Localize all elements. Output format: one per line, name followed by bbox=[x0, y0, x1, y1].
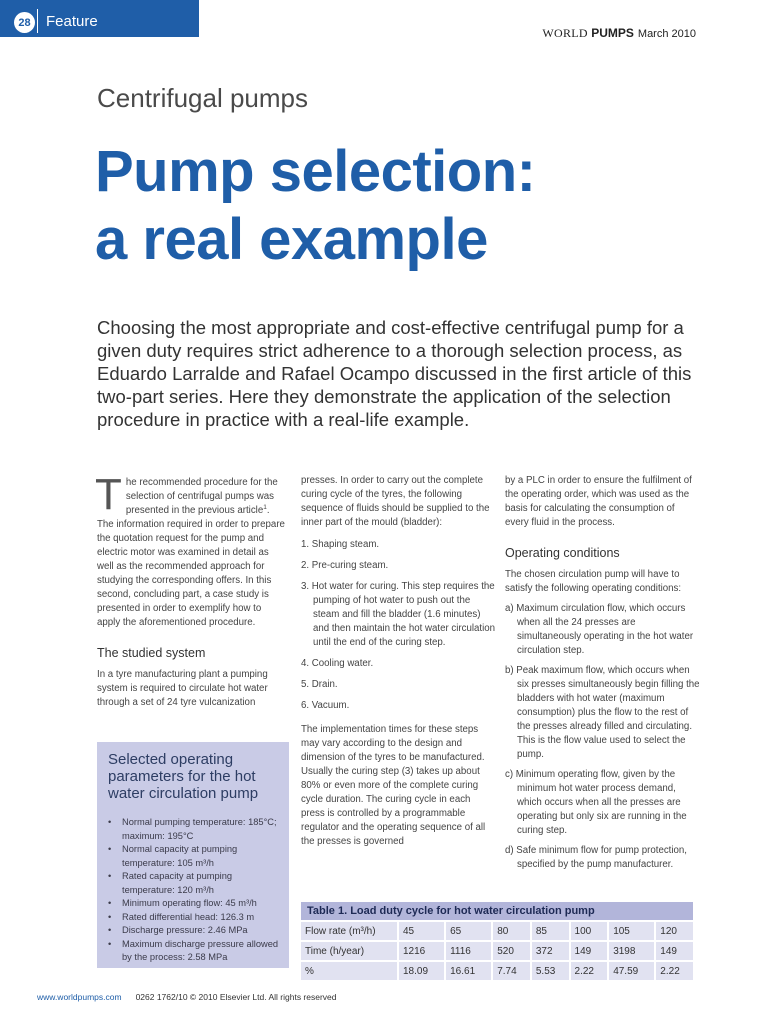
article-kicker: Centrifugal pumps bbox=[97, 83, 308, 113]
table-cell: 149 bbox=[654, 940, 693, 960]
intro-text-b: . The information required in order to prepare the quotation request for the pump and electric motor was examined in detail as well as the recommended approach for studying the corresponding offers. In this second, concluding part, a case study is presented in order to exemplify how to apply the aforementioned procedure. bbox=[97, 505, 285, 628]
sidebar-item: • Discharge pressure: 2.46 MPa bbox=[108, 924, 284, 938]
sidebar-item: • Maximum discharge pressure allowed by the process: 2.58 MPa bbox=[108, 938, 279, 962]
table-cell: 80 bbox=[491, 920, 530, 940]
website-link[interactable]: www.worldpumps.com bbox=[37, 992, 122, 1002]
page-number: 28 bbox=[14, 12, 35, 33]
curing-step: 5. Drain. bbox=[301, 679, 338, 690]
subheading-studied-system: The studied system bbox=[97, 646, 206, 660]
publication-name-world: WORLD bbox=[542, 26, 588, 40]
drop-cap: T bbox=[95, 470, 122, 519]
section-label: Feature bbox=[46, 13, 98, 30]
tab-divider bbox=[37, 9, 38, 33]
condition-item: b) Peak maximum flow, which occurs when six presses simultaneously begin filling the bladders with hot water (maximum consumption) plus the flow to the rest of the presses already filled and circulating. This is the flow value used to select the pump. bbox=[505, 665, 700, 760]
article-title-line-2: a real example bbox=[95, 207, 488, 272]
subheading-operating-conditions: Operating conditions bbox=[505, 546, 620, 560]
table-cell: 2.22 bbox=[654, 960, 693, 980]
condition-item: d) Safe minimum flow for pump protection, specified by the pump manufacturer. bbox=[505, 845, 687, 870]
system-paragraph: In a tyre manufacturing plant a pumping system is required to circulate hot water through a set of 24 tyre vulcanization bbox=[97, 669, 268, 708]
table-cell: 65 bbox=[444, 920, 491, 940]
issue-date: March 2010 bbox=[637, 28, 696, 40]
duty-cycle-table bbox=[301, 902, 693, 980]
reference-mark: 1 bbox=[263, 503, 267, 511]
article-standfirst: Choosing the most appropriate and cost-effective centrifugal pump for a given duty requires strict adherence to a thorough selection process, as Eduardo Larralde and Rafael Ocampo discussed in the first article of this two-part series. Here they demonstrate the application of the selection procedure in practice with a real-life example. bbox=[97, 317, 692, 430]
conditions-intro: The chosen circulation pump will have to satisfy the following operating conditions: bbox=[505, 569, 682, 594]
curing-step: 4. Cooling water. bbox=[301, 658, 374, 669]
curing-steps-list bbox=[301, 538, 496, 713]
table-cell: 520 bbox=[491, 940, 530, 960]
publication-masthead bbox=[542, 26, 696, 41]
bullet-icon: • bbox=[108, 871, 112, 881]
table-cell: % bbox=[301, 960, 397, 980]
table-cell: 1116 bbox=[444, 940, 491, 960]
condition-item: c) Minimum operating flow, given by the minimum hot water process demand, which occurs when all the presses are operating but only six are running in the curing step. bbox=[505, 769, 687, 836]
intro-text-a: he recommended procedure for the selection of centrifugal pumps was presented in the previous article bbox=[125, 477, 278, 516]
conditions-list bbox=[505, 602, 700, 872]
curing-intro: presses. In order to carry out the complete curing cycle of the tyres, the following sequence of fluids should be supplied to the inner part of the mould (bladder): bbox=[301, 475, 490, 528]
bullet-icon: • bbox=[108, 817, 112, 827]
table-row bbox=[301, 960, 693, 980]
sidebar-title: Selected operating parameters for the hot water circulation pump bbox=[108, 751, 259, 802]
table-cell: 16.61 bbox=[444, 960, 491, 980]
table-cell: 5.53 bbox=[530, 960, 569, 980]
bullet-icon: • bbox=[108, 844, 112, 854]
table-grid bbox=[301, 920, 693, 980]
table-cell: 7.74 bbox=[491, 960, 530, 980]
column-3 bbox=[505, 474, 700, 878]
table-title: Table 1. Load duty cycle for hot water circulation pump bbox=[301, 902, 693, 920]
curing-step: 2. Pre-curing steam. bbox=[301, 560, 389, 571]
bullet-icon: • bbox=[108, 911, 112, 922]
article-title bbox=[95, 138, 535, 274]
table-cell: 149 bbox=[569, 940, 608, 960]
sidebar-list bbox=[108, 816, 284, 965]
intro-paragraph bbox=[95, 470, 287, 630]
table-cell: 47.59 bbox=[607, 960, 654, 980]
curing-step: 1. Shaping steam. bbox=[301, 539, 380, 550]
curing-step: 3. Hot water for curing. This step requires the pumping of hot water to push out the steam and fill the bladder (1.6 minutes) and then maintain the hot water circulation until the end of the curing step. bbox=[301, 581, 496, 648]
table-cell: 45 bbox=[397, 920, 444, 940]
column-1 bbox=[95, 470, 287, 710]
table-row bbox=[301, 920, 693, 940]
sidebar-item: • Rated capacity at pumping temperature: 120 m³/h bbox=[108, 871, 233, 895]
table-cell: 372 bbox=[530, 940, 569, 960]
table-row bbox=[301, 940, 693, 960]
bullet-icon: • bbox=[108, 898, 112, 908]
sidebar-item: • Normal capacity at pumping temperature: 105 m³/h bbox=[108, 844, 238, 868]
publication-name bbox=[542, 26, 634, 40]
curing-step: 6. Vacuum. bbox=[301, 700, 350, 711]
table-cell: 3198 bbox=[607, 940, 654, 960]
table-cell: 85 bbox=[530, 920, 569, 940]
table-cell: 100 bbox=[569, 920, 608, 940]
sidebar-item: • Rated differential head: 126.3 m bbox=[108, 911, 284, 925]
table-cell: 1216 bbox=[397, 940, 444, 960]
table-cell: 2.22 bbox=[569, 960, 608, 980]
table-cell: Flow rate (m³/h) bbox=[301, 920, 397, 940]
table-cell: 18.09 bbox=[397, 960, 444, 980]
page-footer bbox=[37, 992, 337, 1002]
sidebar-item: • Normal pumping temperature: 185°C; maximum: 195°C bbox=[108, 817, 277, 841]
condition-item: a) Maximum circulation flow, which occurs when all the 24 presses are simultaneously operating in the hot water circulation step. bbox=[505, 603, 694, 656]
parameters-sidebar bbox=[97, 742, 289, 968]
bullet-icon: • bbox=[108, 938, 112, 949]
column-2 bbox=[301, 474, 496, 849]
table-cell: 105 bbox=[607, 920, 654, 940]
table-cell: Time (h/year) bbox=[301, 940, 397, 960]
bullet-icon: • bbox=[108, 925, 112, 935]
copyright-notice: 0262 1762/10 © 2010 Elsevier Ltd. All rights reserved bbox=[135, 992, 337, 1002]
timing-paragraph: The implementation times for these steps may vary according to the design and dimension of the tyres to be manufactured. Usually the curing step (3) takes up about 80% or even more of the complete curing cycle duration. The curing cycle in each press is controlled by a programmable regulator and the operating sequence of all the presses is governed bbox=[301, 724, 486, 847]
plc-paragraph: by a PLC in order to ensure the fulfilment of the operating order, which was used as the basis for calculating the consumption of every fluid in the process. bbox=[505, 475, 692, 528]
table-cell: 120 bbox=[654, 920, 693, 940]
publication-name-pumps: PUMPS bbox=[591, 26, 634, 40]
sidebar-item: • Minimum operating flow: 45 m³/h bbox=[108, 897, 284, 911]
article-title-line-1: Pump selection: bbox=[95, 139, 536, 204]
